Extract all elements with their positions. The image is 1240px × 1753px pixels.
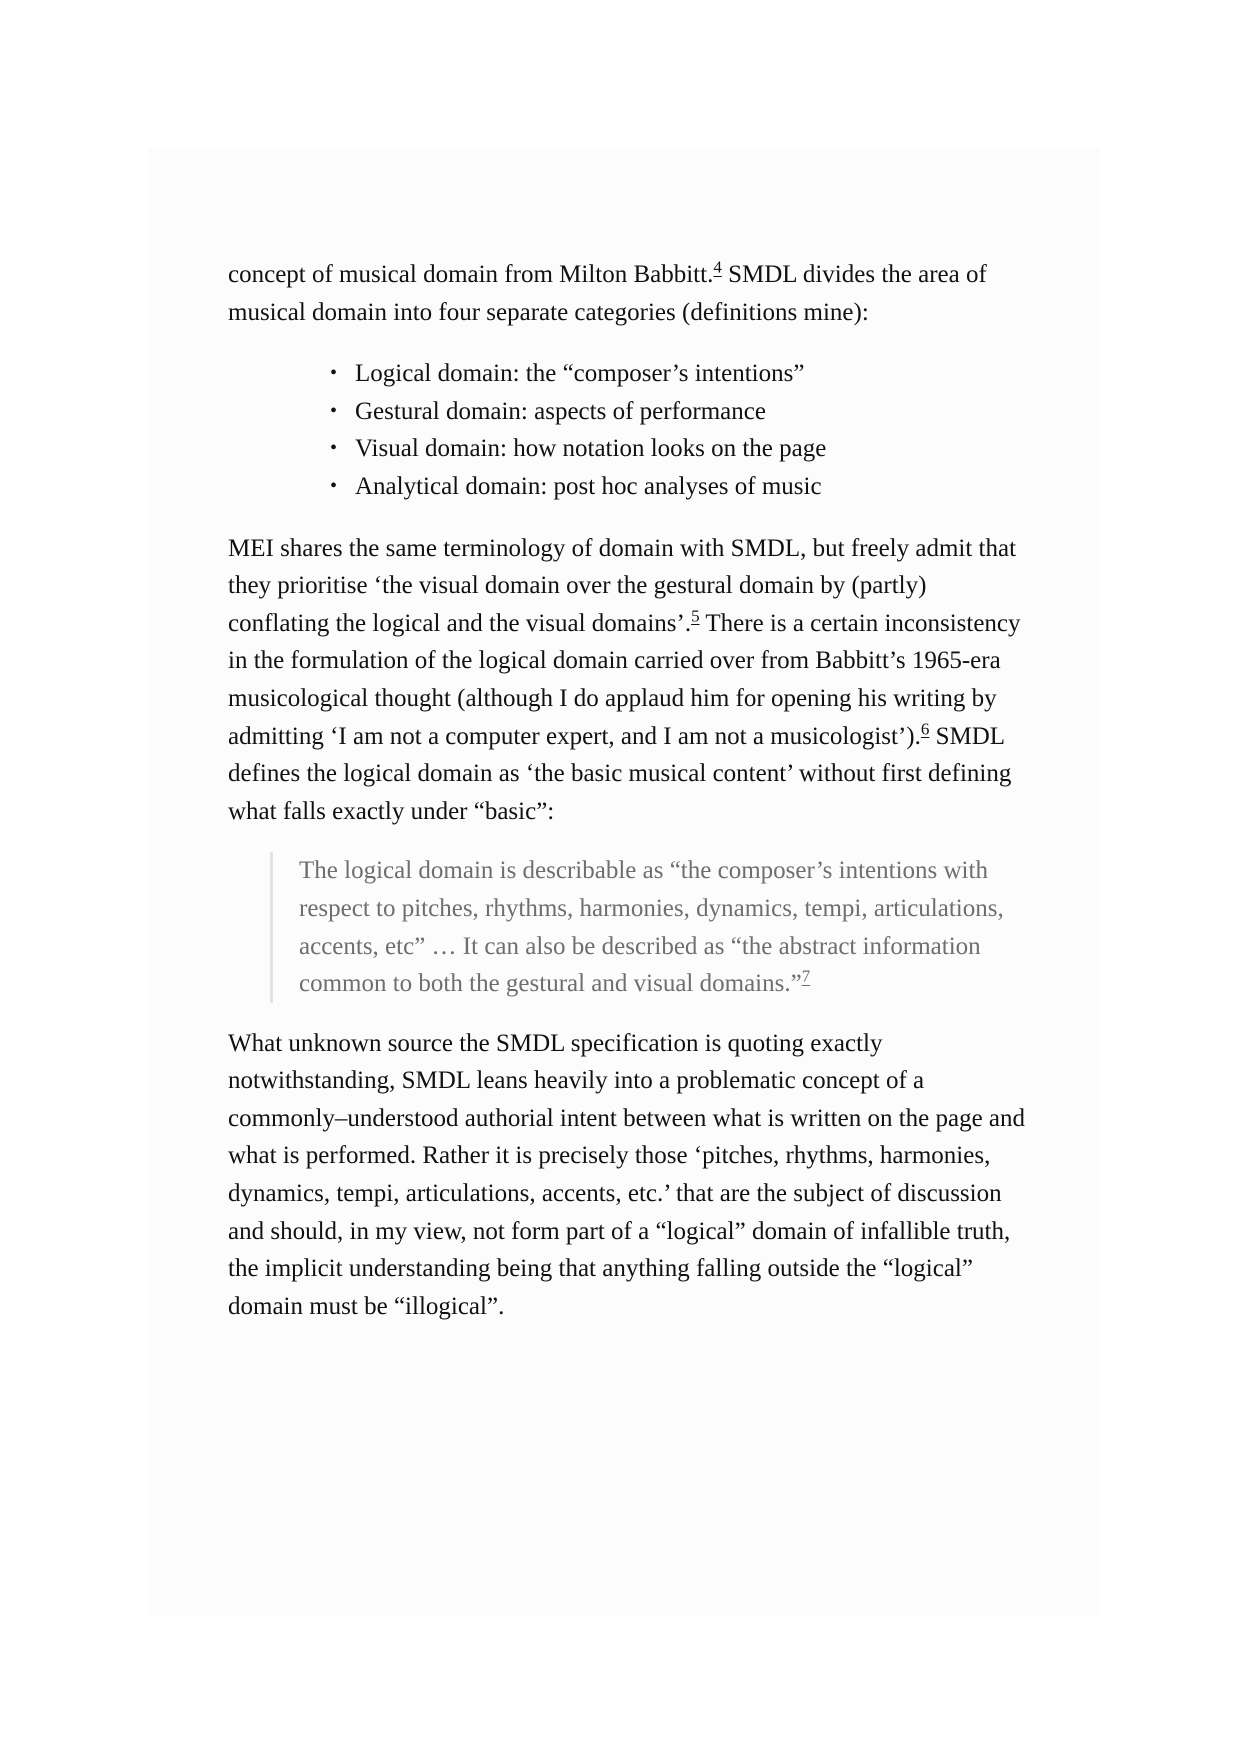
list-item: • Gestural domain: aspects of performance [355,393,1028,431]
footnote-ref-4[interactable]: 4 [713,257,722,277]
block-quote [270,852,1028,1002]
list-item: • Visual domain: how notation looks on the page [355,430,1028,468]
footnote-ref-6[interactable]: 6 [920,719,930,739]
paragraph-2-text-cont: There is a certain inconsistency in the formulation of the logical domain carried over from Babbitt’s 1965-era musicological thought (although I do applaud him for opening his writing by admitting ‘I am not a computer expert, and I am not a musicologist’). [228,609,1021,750]
footnote-ref-7[interactable]: 7 [801,966,811,986]
paragraph-3: What unknown source the SMDL specification is quoting exactly notwithstanding, SMDL leans heavily into a problematic concept of a commonly–understood authorial intent between what is written on the page and what is performed. Rather it is precisely those ‘pitches, rhythms, harmonies, dynamics, tempi, articulations, accents, etc.’ that are the subject of discussion and should, in my view, not form part of a “logical” domain of infallible truth, the implicit understanding being that anything falling outside the “logical” domain must be “illogical”. [228,1029,1026,1320]
quote-text: The logical domain is describable as “the composer’s intentions with respect to pitches, rhythms, harmonies, dynamics, tempi, articulations, accents, etc” … It can also be described as “the abstract information common to both the gestural and visual domains.” [299,857,1004,998]
paragraph-2-text: MEI shares the same terminology of domain with SMDL, but freely admit that they prioritise ‘the visual domain over the gestural domain by (partly) conflating the logical and the visual domains’. [228,534,1017,637]
list-item: • Logical domain: the “composer’s intentions” [355,355,1028,393]
paragraph-1-text-cont: SMDL divides the area of musical domain into four separate categories (definitions mine): [228,261,987,326]
document-page [148,148,1100,1616]
domain-list [228,355,1028,505]
paragraph-2-text-end: SMDL defines the logical domain as ‘the basic musical content’ without first defining what falls exactly under “basic”: [228,722,1012,825]
list-item: • Analytical domain: post hoc analyses of music [355,468,1028,506]
paragraph-1 [228,256,1028,331]
footnote-ref-5[interactable]: 5 [691,606,700,626]
document-body [228,256,1028,1325]
paragraph-1-text: concept of musical domain from Milton Babbitt. [228,261,714,288]
paragraph-2 [228,530,1028,831]
